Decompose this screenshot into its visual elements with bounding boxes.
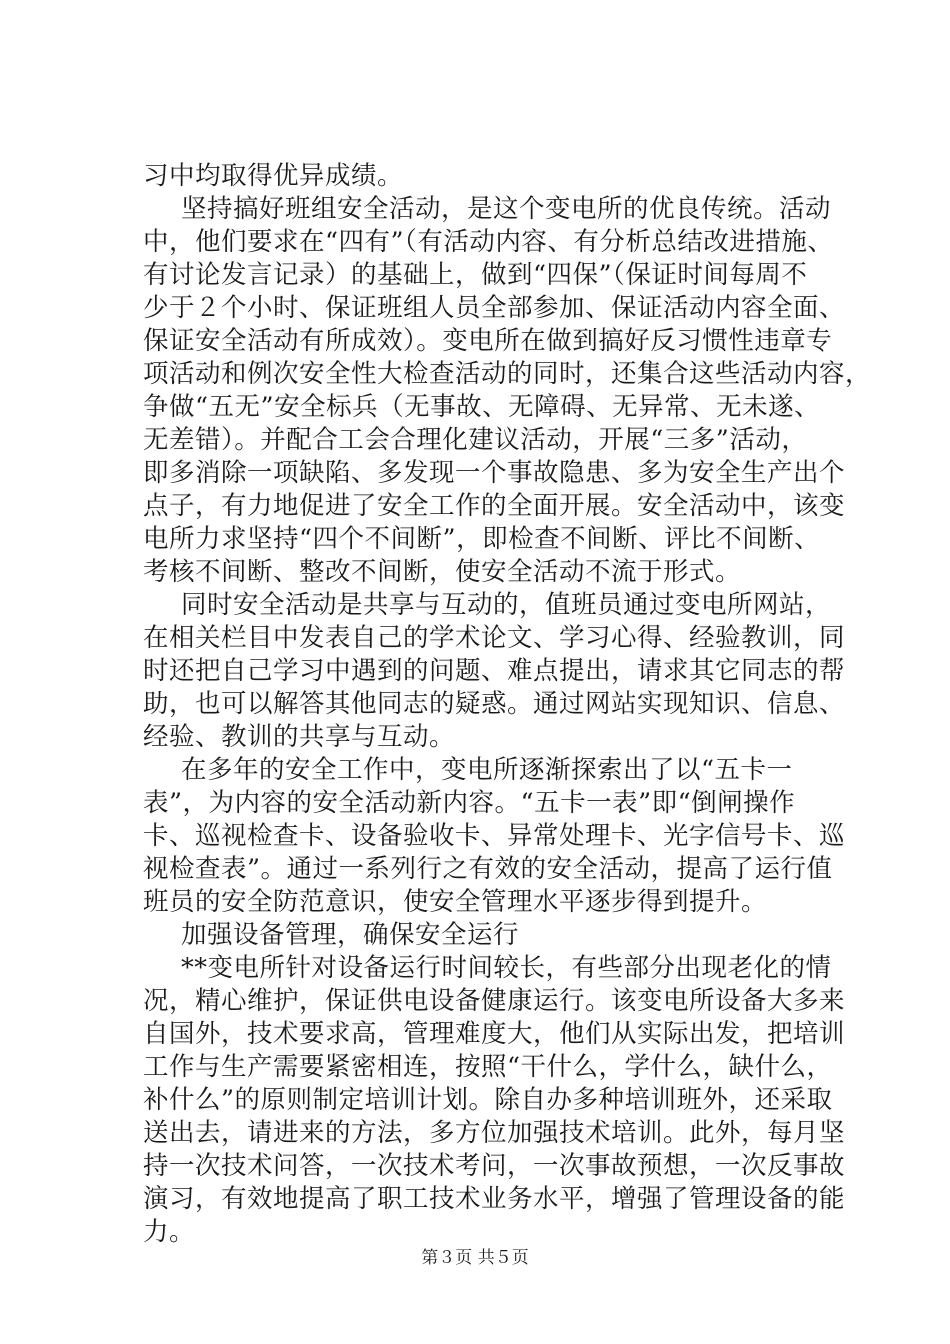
text-line: 同时安全活动是共享与互动的，值班员通过变电所网站， xyxy=(181,590,832,620)
text-line: 争做“五无”安全标兵（无事故、无障碍、无异常、无未遂、 xyxy=(143,392,821,422)
text-line: 时还把自己学习中遇到的问题、难点提出，请求其它同志的帮 xyxy=(143,656,846,686)
text-line: 点子，有力地促进了安全工作的全面开展。安全活动中，该变 xyxy=(143,491,846,521)
text-line: 即多消除一项缺陷、多发现一个事故隐患、多为安全生产出个 xyxy=(143,458,846,488)
text-line: 电所力求坚持“四个不间断”，即检查不间断、评比不间断、 xyxy=(143,524,821,554)
text-line: **变电所针对设备运行时间较长，有些部分出现老化的情 xyxy=(181,953,832,983)
text-line: 助，也可以解答其他同志的疑惑。通过网站实现知识、信息、 xyxy=(143,689,846,719)
document-body xyxy=(143,160,872,1249)
text-line: 经验、教训的共享与互动。 xyxy=(143,722,456,752)
text-line: 坚持搞好班组安全活动，是这个变电所的优良传统。活动 xyxy=(181,194,832,224)
text-line: 班员的安全防范意识，使安全管理水平逐步得到提升。 xyxy=(143,887,768,917)
page-number-footer: 第３页 共５页 xyxy=(421,1248,529,1268)
text-line: 力。 xyxy=(143,1217,196,1247)
text-line: 补什么”的原则制定培训计划。除自办多种培训班外，还采取 xyxy=(143,1085,833,1115)
text-line: 项活动和例次安全性大检查活动的同时，还集合这些活动内容， xyxy=(143,359,872,389)
text-line: 习中均取得优异成绩。 xyxy=(143,161,404,191)
text-line: 加强设备管理，确保安全运行 xyxy=(181,920,520,950)
text-line: 况，精心维护，保证供电设备健康运行。该变电所设备大多来 xyxy=(143,986,846,1016)
text-line: 视检查表”。通过一系列行之有效的安全活动，提高了运行值 xyxy=(143,854,833,884)
text-line: 自国外，技术要求高，管理难度大，他们从实际出发，把培训 xyxy=(143,1019,846,1049)
text-line: 在相关栏目中发表自己的学术论文、学习心得、经验教训，同 xyxy=(143,623,846,653)
text-line: 卡、巡视检查卡、设备验收卡、异常处理卡、光字信号卡、巡 xyxy=(143,821,846,851)
text-line: 表”，为内容的安全活动新内容。“五卡一表”即“倒闸操作 xyxy=(143,788,796,818)
text-line: 工作与生产需要紧密相连，按照“干什么，学什么，缺什么， xyxy=(143,1052,833,1082)
text-line: 保证安全活动有所成效）。变电所在做到搞好反习惯性违章专 xyxy=(143,326,833,356)
text-line: 演习，有效地提高了职工技术业务水平，增强了管理设备的能 xyxy=(143,1184,846,1214)
text-line: 在多年的安全工作中，变电所逐渐探索出了以“五卡一 xyxy=(181,755,793,785)
text-line: 考核不间断、整改不间断，使安全活动不流于形式。 xyxy=(143,557,742,587)
text-line: 无差错）。并配合工会合理化建议活动，开展“三多”活动， xyxy=(143,425,808,455)
text-line: 中，他们要求在“四有”（有活动内容、有分析总结改进措施、 xyxy=(143,227,834,257)
text-line: 少于２个小时、保证班组人员全部参加、保证活动内容全面、 xyxy=(143,293,846,323)
text-line: 送出去，请进来的方法，多方位加强技术培训。此外，每月坚 xyxy=(143,1118,846,1148)
text-line: 有讨论发言记录）的基础上，做到“四保”（保证时间每周不 xyxy=(143,260,808,290)
text-line: 持一次技术问答，一次技术考问，一次事故预想，一次反事故 xyxy=(143,1151,846,1181)
